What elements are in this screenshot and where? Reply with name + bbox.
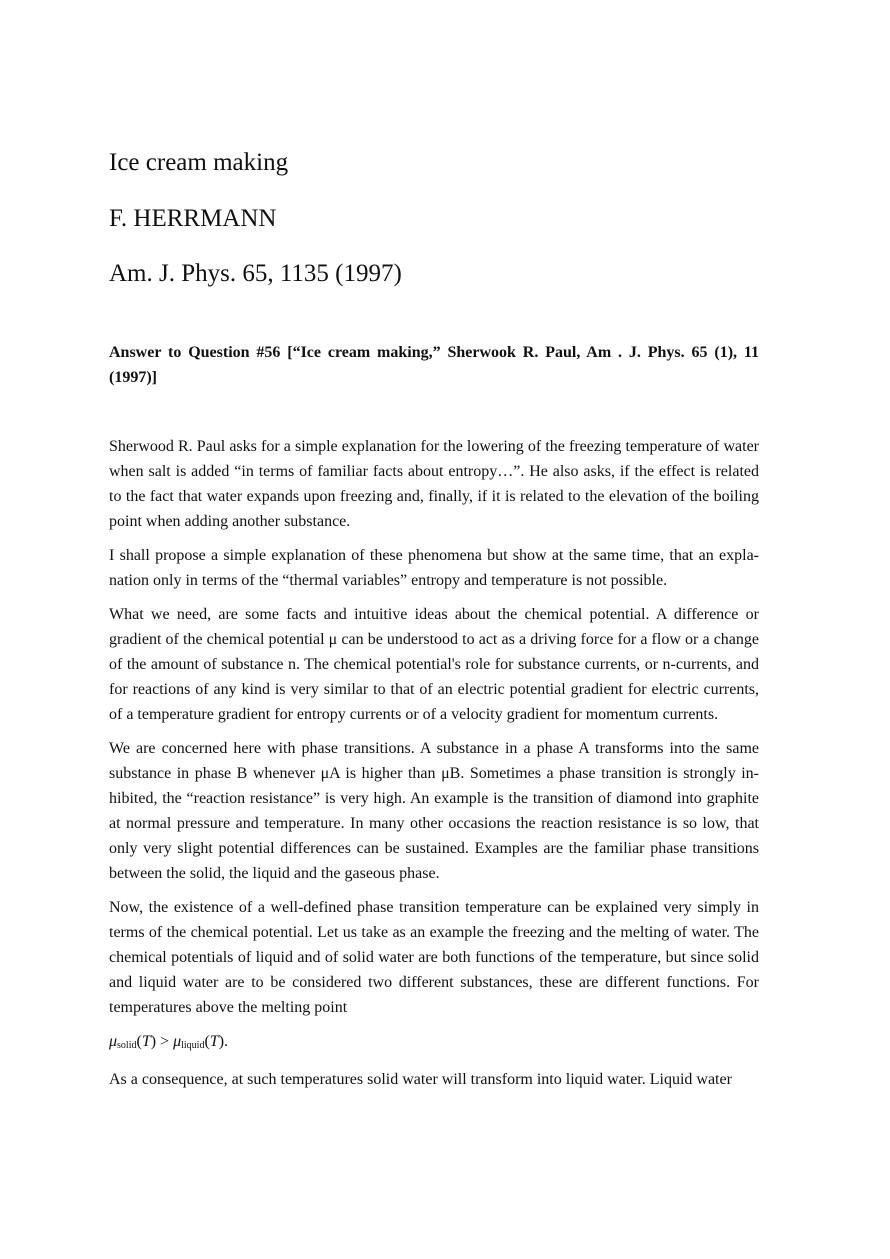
paragraph-4: We are concerned here with phase transitions. A substance in a phase A transforms into the same substance in phase B whenever μA is higher than μB. Sometimes a phase transition is strongly inhibited, the “reaction resistance” is very high. An example is the transition of diamond into graphite at normal pressure and temperature. In many other occasions the reaction resistance is so low, that only very slight potential differences can be sustained. Examples are the familiar phase transitions between the solid, the liquid and the gaseous phase. (109, 740, 759, 882)
paragraph-1: Sherwood R. Paul asks for a simple explanation for the lowering of the freezing temperature of water when salt is added “in terms of familiar facts about entropy…”. He also asks, if the effect is related to the fact that water expands upon freezing and, finally, if it is related to the elevation of the boiling point when adding another substance. (109, 438, 759, 530)
chemical-potential-inequality: $\mu_{solid}(T) > \mu_{liquid}(T)$. (109, 1033, 229, 1051)
formula-mu-solid: μ (109, 1033, 118, 1050)
paragraph-6: As a consequence, at such temperatures solid water will transform into liquid water. Liquid water (109, 1071, 732, 1088)
formula-temperature-2: T (209, 1033, 219, 1050)
formula-sub-liquid: liquid (181, 1040, 205, 1051)
formula-temperature-1: T (141, 1033, 151, 1050)
journal-citation: Am. J. Phys. 65, 1135 (1997) (109, 260, 402, 287)
formula-sub-solid: solid (117, 1040, 137, 1051)
body-text (109, 434, 759, 1101)
paper-title: Ice cream making (109, 149, 289, 176)
paragraph-5: Now, the existence of a well-defined phase transition temperature can be explained very simply in terms of the chemical potential. Let us take as an example the freezing and the melting of water. The chemical potentials of liquid and of solid water are both functions of the temperature, but since solid and liquid water are to be considered two different substances, these are different functions. For temperatures above the melting point (109, 899, 759, 1016)
formula-relation: > (156, 1033, 174, 1050)
formula-mu-liquid: μ (173, 1033, 182, 1050)
author-name: F. HERRMANN (109, 205, 277, 232)
paragraph-2: I shall propose a simple explanation of these phenomena but show at the same time, that an explanation only in terms of the “thermal variables” entropy and temperature is not possible. (109, 547, 759, 589)
paragraph-3: What we need, are some facts and intuitive ideas about the chemical potential. A difference or gradient of the chemical potential μ can be understood to act as a driving force for a flow or a change of the amount of substance n. The chemical potential's role for substance currents, or n-currents, and for reactions of any kind is very similar to that of an electric potential gradient for electric currents, of a temperature gradient for entropy currents or of a velocity gradient for momentum currents. (109, 606, 759, 723)
answer-heading: Answer to Question #56 [“Ice cream making,” Sherwook R. Paul, Am . J. Phys. 65 (1), 11 (1997)] (109, 344, 759, 386)
